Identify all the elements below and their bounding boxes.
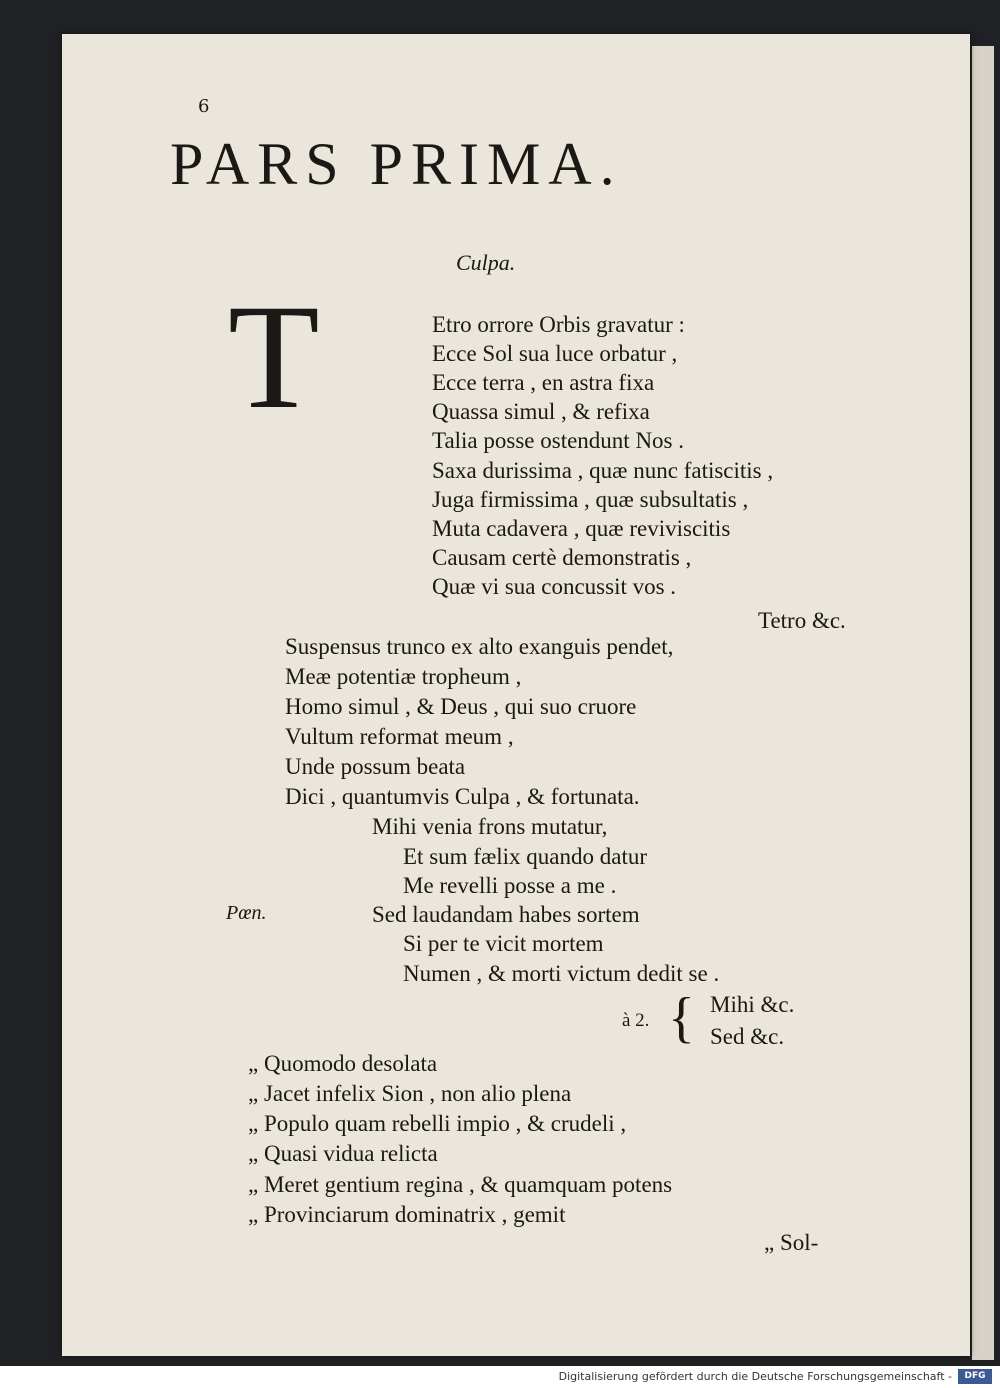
verse-line: „ Quasi vidua relicta (248, 1141, 438, 1166)
verse-line: Dici , quantumvis Culpa , & fortunata. (285, 784, 640, 809)
page-number: 6 (198, 96, 210, 117)
catchword: „ Sol- (764, 1230, 819, 1255)
duet-line: Sed &c. (710, 1024, 785, 1049)
verse-line: Numen , & morti victum dedit se . (403, 961, 720, 986)
footer-credit: Digitalisierung gefördert durch die Deutsche Forschungsgemeinschaft - (558, 1370, 952, 1383)
verse-line: Mihi venia frons mutatur, (372, 814, 608, 839)
dfg-logo[interactable]: DFG (958, 1369, 992, 1384)
duet-marker: à 2. (622, 1010, 650, 1031)
verse-line: Etro orrore Orbis gravatur : (432, 312, 685, 337)
verse-line: „ Jacet infelix Sion , non alio plena (248, 1081, 572, 1106)
verse-line: Me revelli posse a me . (403, 873, 617, 898)
page-title: PARS PRIMA. (170, 131, 623, 197)
verse-line: Causam certè demonstratis , (432, 545, 692, 570)
verse-line: „ Meret gentium regina , & quamquam potens (248, 1172, 673, 1197)
verse-line: Quassa simul , & refixa (432, 399, 650, 424)
verse-line: Homo simul , & Deus , qui suo cruore (285, 694, 637, 719)
next-page-edge (972, 46, 994, 1360)
verse-line: Suspensus trunco ex alto exanguis pendet, (285, 634, 674, 659)
verse-line: Talia posse ostendunt Nos . (432, 428, 685, 453)
verse-line: Ecce Sol sua luce orbatur , (432, 341, 678, 366)
verse-line: „ Quomodo desolata (248, 1051, 438, 1076)
verse-line: Vultum reformat meum , (285, 724, 514, 749)
verse-line: „ Provinciarum dominatrix , gemit (248, 1202, 566, 1227)
refrain-line: Tetro &c. (758, 608, 846, 633)
verse-line: Muta cadavera , quæ reviviscitis (432, 516, 731, 541)
speaker-label: Pœn. (226, 902, 267, 924)
verse-line: Si per te vicit mortem (403, 931, 604, 956)
section-subtitle: Culpa. (456, 250, 516, 275)
verse-line: Quæ vi sua concussit vos . (432, 574, 677, 599)
verse-line: Meæ potentiæ tropheum , (285, 664, 522, 689)
footer-bar (0, 1366, 1000, 1388)
verse-line: „ Populo quam rebelli impio , & crudeli , (248, 1111, 627, 1136)
verse-line: Unde possum beata (285, 754, 466, 779)
verse-line: Juga firmissima , quæ subsultatis , (432, 487, 749, 512)
drop-cap: T (228, 274, 320, 440)
brace-icon: { (668, 987, 695, 1049)
verse-line: Saxa durissima , quæ nunc fatiscitis , (432, 458, 774, 483)
verse-line: Et sum fælix quando datur (403, 844, 648, 869)
duet-line: Mihi &c. (710, 992, 795, 1017)
verse-line: Sed laudandam habes sortem (372, 902, 640, 927)
verse-line: Ecce terra , en astra fixa (432, 370, 655, 395)
